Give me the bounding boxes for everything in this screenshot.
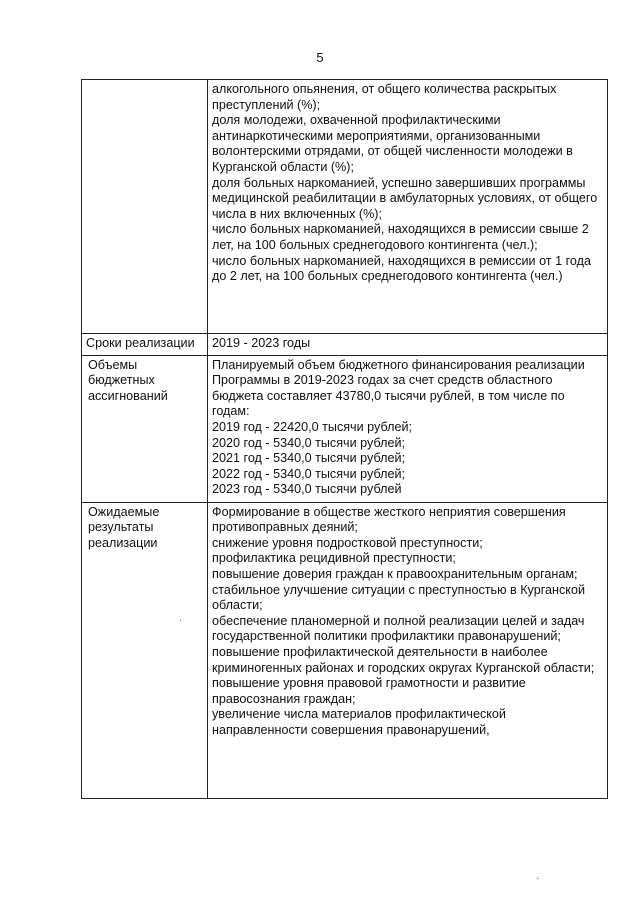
list-item: 2019 год - 22420,0 тысячи рублей; (212, 419, 412, 434)
implementation-period-value (208, 334, 608, 356)
list-item: алкогольного опьянения, от общего количества раскрытых преступлений (%); (212, 82, 557, 112)
list-item: увеличение числа материалов профилактической направленности совершения правонарушений, (212, 707, 506, 737)
list-item: Формирование в обществе жесткого неприятия совершения противоправных деяний; (212, 504, 566, 535)
table-row-indicators-continued (82, 80, 608, 334)
row-label-empty (82, 80, 208, 334)
row-label-budget-allocations: Объемы бюджетных ассигнований (82, 355, 208, 502)
row-label-expected-results: Ожидаемые результаты реализации (82, 502, 208, 798)
list-item: повышение уровня правовой грамотности и развитие правосознания граждан; (212, 676, 526, 706)
table-row-expected-results (82, 502, 608, 798)
list-item: повышение доверия граждан к правоохранительным органам; (212, 566, 578, 581)
list-item: 2022 год - 5340,0 тысячи рублей; (212, 466, 405, 481)
scan-speck: · (536, 873, 540, 884)
budget-allocations-list (208, 355, 608, 502)
table-row-implementation-period (82, 334, 608, 356)
list-item: доля молодежи, охваченной профилактическими антинаркотическими мероприятиями, организованными волонтерскими отрядами, от общей численности молодежи в Курганской области (%); (212, 113, 573, 174)
page-number: 5 (316, 50, 324, 65)
list-item: стабильное улучшение ситуации с преступностью в Курганской области; (212, 582, 585, 613)
list-item: 2020 год - 5340,0 тысячи рублей; (212, 435, 405, 450)
list-item: Планируемый объем бюджетного финансирования реализации Программы в 2019-2023 годах за счет средств областного бюджета составляет 43780,0 тысячи рублей, в том числе по годам: (212, 357, 585, 419)
list-item: повышение профилактической деятельности в наиболее криминогенных районах и городских округах Курганской области; (212, 644, 595, 675)
program-passport-table (81, 79, 608, 799)
table-row-budget-allocations (82, 355, 608, 502)
indicators-list (208, 80, 608, 334)
list-item: 2019 - 2023 годы (212, 336, 311, 350)
list-item: снижение уровня подростковой преступности; (212, 535, 483, 550)
expected-results-list (208, 502, 608, 798)
list-item: обеспечение планомерной и полной реализации целей и задач государственной политики профилактики правонарушений; (212, 613, 585, 644)
list-item: число больных наркоманией, находящихся в ремиссии от 1 года до 2 лет, на 100 больных среднегодового контингента (чел.) (212, 253, 591, 284)
row-label-implementation-period: Сроки реализации (82, 334, 208, 356)
list-item: профилактика рецидивной преступности; (212, 551, 456, 566)
list-item: 2023 год - 5340,0 тысячи рублей (212, 482, 402, 497)
list-item: 2021 год - 5340,0 тысячи рублей; (212, 451, 405, 466)
list-item: доля больных наркоманией, успешно завершивших программы медицинской реабилитации в амбулаторных условиях, от общего числа в них включенных (%); (212, 175, 598, 221)
scan-speck: · (179, 615, 183, 626)
list-item: число больных наркоманией, находящихся в ремиссии свыше 2 лет, на 100 больных среднегодового контингента (чел.); (212, 222, 589, 252)
